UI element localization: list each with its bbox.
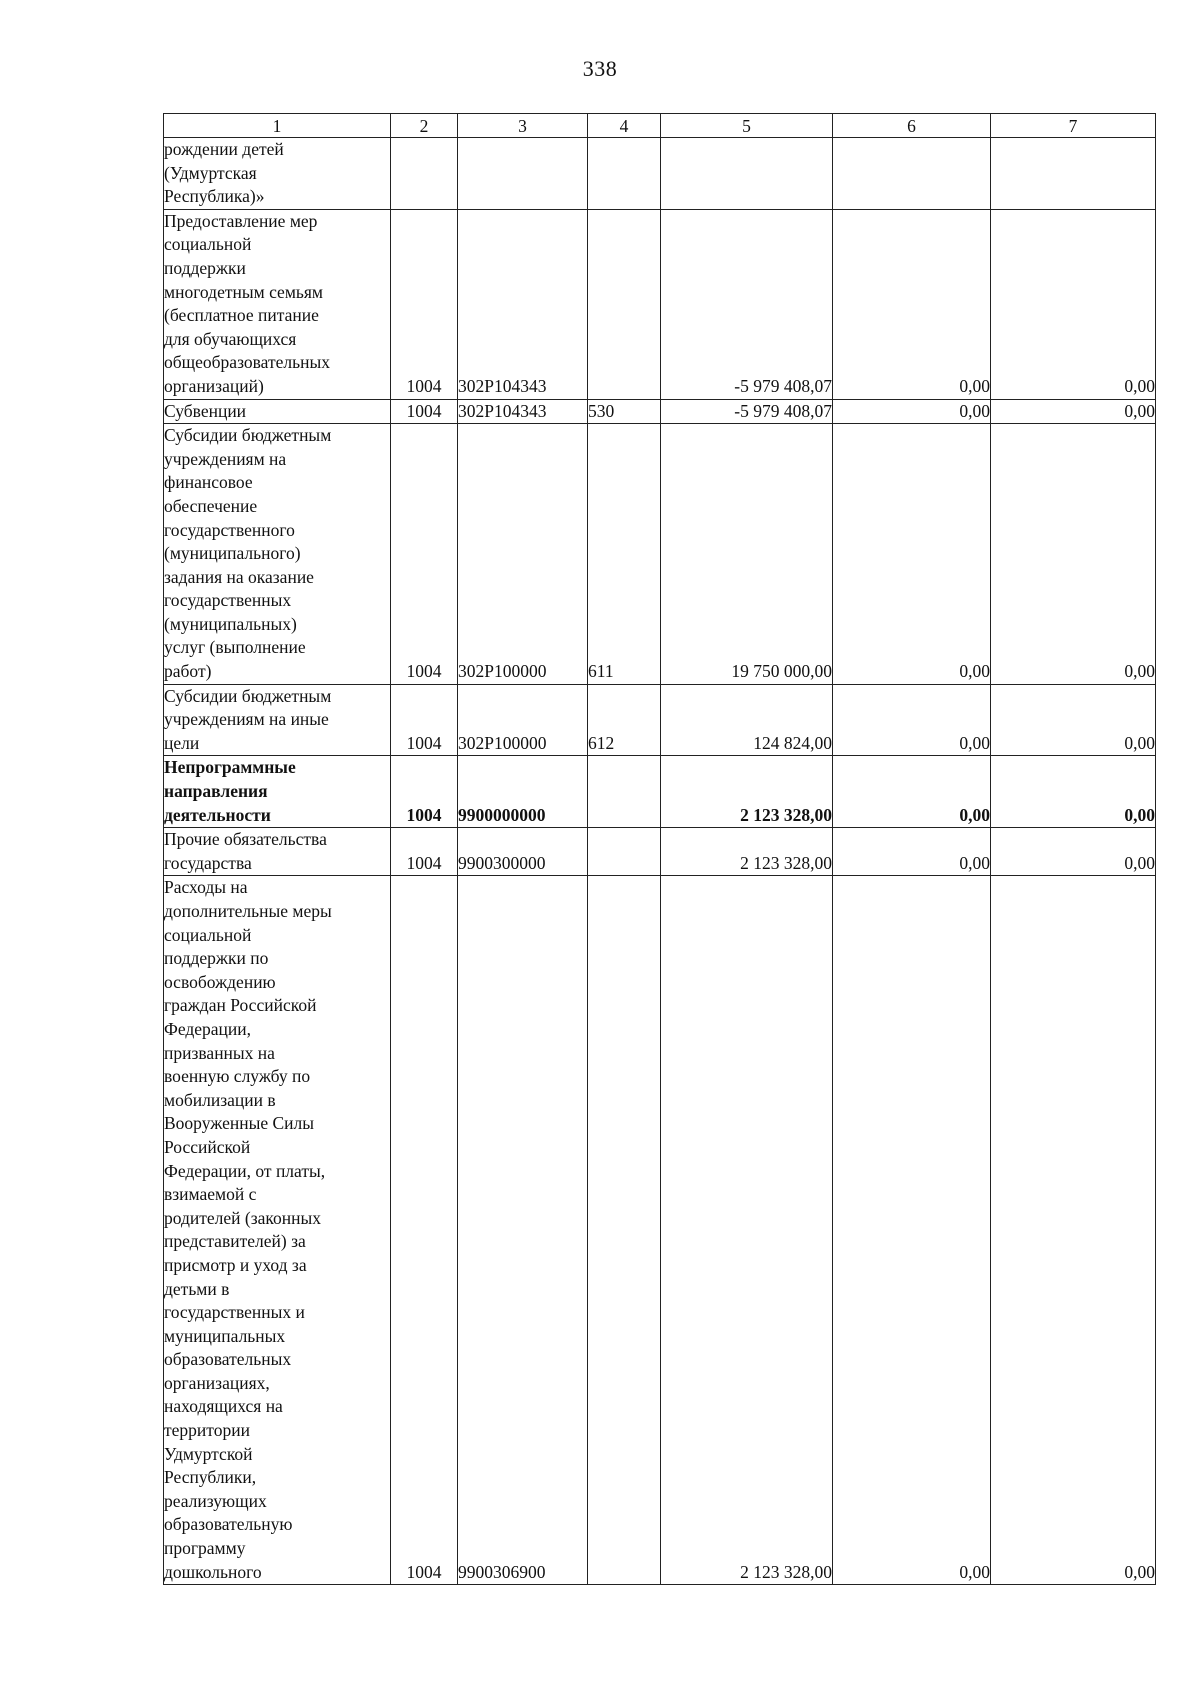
amount-year2-cell: 0,00 — [833, 684, 991, 756]
row-name-line: государственных и — [164, 1302, 305, 1323]
expense-type-cell — [588, 138, 661, 210]
row-name-line: (муниципальных) — [164, 613, 297, 634]
amount-cell: 2 123 328,00 — [661, 756, 833, 828]
column-header: 6 — [833, 114, 991, 138]
row-name-line: общеобразовательных — [164, 352, 330, 373]
row-name-line: учреждениям на иные — [164, 709, 329, 730]
row-name-line: Субвенции — [164, 400, 247, 421]
budget-table — [163, 113, 1156, 1585]
expense-type-cell: 530 — [588, 399, 661, 424]
expense-type-cell — [588, 828, 661, 876]
amount-cell: 2 123 328,00 — [661, 876, 833, 1585]
table-body — [164, 138, 1156, 1585]
row-name-line: учреждениям на — [164, 448, 287, 469]
row-name-line: родителей (законных — [164, 1207, 322, 1228]
amount-year3-cell: 0,00 — [991, 756, 1156, 828]
table-row — [164, 424, 1156, 685]
row-name-line: государства — [164, 852, 252, 873]
row-name-line: освобождению — [164, 971, 276, 992]
row-name-line: граждан Российской — [164, 995, 317, 1016]
row-name-line: призванных на — [164, 1042, 275, 1063]
row-name-line: Федерации, от платы, — [164, 1160, 326, 1181]
row-name-cell — [164, 756, 391, 828]
row-name-line: Субсидии бюджетным — [164, 425, 332, 446]
table-row — [164, 209, 1156, 399]
row-name-line: государственного — [164, 519, 295, 540]
row-name-cell — [164, 876, 391, 1585]
row-name-line: Субсидии бюджетным — [164, 685, 332, 706]
row-name-line: территории — [164, 1420, 250, 1441]
section-code-cell: 1004 — [391, 209, 458, 399]
row-name-line: взимаемой с — [164, 1184, 257, 1205]
page-number: 338 — [582, 56, 618, 81]
amount-year3-cell: 0,00 — [991, 209, 1156, 399]
table-row — [164, 138, 1156, 210]
row-name-line: Предоставление мер — [164, 210, 318, 231]
expense-type-cell: 611 — [588, 424, 661, 685]
row-name-line: цели — [164, 732, 200, 753]
section-code-cell: 1004 — [391, 684, 458, 756]
row-name-cell — [164, 424, 391, 685]
row-name-line: дошкольного — [164, 1561, 262, 1582]
row-name-line: государственных — [164, 590, 292, 611]
row-name-line: услуг (выполнение — [164, 637, 306, 658]
amount-year2-cell: 0,00 — [833, 828, 991, 876]
column-header: 2 — [391, 114, 458, 138]
row-name-cell — [164, 828, 391, 876]
column-header: 4 — [588, 114, 661, 138]
table-row — [164, 399, 1156, 424]
target-article-cell: 9900000000 — [458, 756, 588, 828]
amount-cell: -5 979 408,07 — [661, 399, 833, 424]
row-name-line: рождении детей — [164, 139, 284, 159]
row-name-line: детьми в — [164, 1278, 230, 1299]
row-name-line: поддержки — [164, 257, 246, 278]
row-name-line: обеспечение — [164, 495, 258, 516]
amount-year3-cell: 0,00 — [991, 684, 1156, 756]
row-name-line: направления — [164, 781, 268, 802]
header-row — [164, 114, 1156, 138]
expense-type-cell — [588, 209, 661, 399]
row-name-line: находящихся на — [164, 1396, 283, 1417]
row-name-cell — [164, 209, 391, 399]
amount-year2-cell — [833, 138, 991, 210]
table-row — [164, 756, 1156, 828]
target-article-cell: 302P104343 — [458, 399, 588, 424]
amount-year3-cell: 0,00 — [991, 876, 1156, 1585]
target-article-cell — [458, 138, 588, 210]
table-row — [164, 684, 1156, 756]
row-name-cell — [164, 684, 391, 756]
row-name-line: организаций) — [164, 375, 264, 396]
row-name-line: организациях, — [164, 1372, 270, 1393]
amount-year2-cell: 0,00 — [833, 399, 991, 424]
amount-cell: 19 750 000,00 — [661, 424, 833, 685]
row-name-line: Расходы на — [164, 877, 248, 898]
section-code-cell: 1004 — [391, 828, 458, 876]
column-header: 5 — [661, 114, 833, 138]
expense-type-cell — [588, 756, 661, 828]
column-header: 7 — [991, 114, 1156, 138]
row-name-line: присмотр и уход за — [164, 1254, 307, 1275]
amount-year2-cell: 0,00 — [833, 876, 991, 1585]
section-code-cell — [391, 138, 458, 210]
row-name-line: Республика)» — [164, 186, 265, 207]
row-name-line: (муниципального) — [164, 543, 301, 564]
target-article-cell: 9900300000 — [458, 828, 588, 876]
row-name-line: Вооруженные Силы — [164, 1113, 314, 1134]
amount-cell: 124 824,00 — [661, 684, 833, 756]
target-article-cell: 302P100000 — [458, 684, 588, 756]
row-name-line: работ) — [164, 661, 212, 682]
table-row — [164, 828, 1156, 876]
row-name-line: деятельности — [164, 804, 271, 825]
row-name-line: мобилизации в — [164, 1089, 276, 1110]
row-name-line: Удмуртской — [164, 1443, 253, 1464]
row-name-line: образовательную — [164, 1514, 293, 1535]
amount-cell: 2 123 328,00 — [661, 828, 833, 876]
row-name-line: Федерации, — [164, 1018, 252, 1039]
column-header: 3 — [458, 114, 588, 138]
row-name-line: финансовое — [164, 472, 253, 493]
row-name-line: (Удмуртская — [164, 162, 257, 183]
amount-year2-cell: 0,00 — [833, 756, 991, 828]
row-name-cell — [164, 138, 391, 210]
row-name-line: Прочие обязательства — [164, 829, 327, 850]
row-name-line: Республики, — [164, 1467, 257, 1488]
row-name-cell — [164, 399, 391, 424]
expense-type-cell — [588, 876, 661, 1585]
amount-cell — [661, 138, 833, 210]
table-row — [164, 876, 1156, 1585]
amount-year3-cell — [991, 138, 1156, 210]
amount-cell: -5 979 408,07 — [661, 209, 833, 399]
row-name-line: Российской — [164, 1136, 251, 1157]
amount-year3-cell: 0,00 — [991, 399, 1156, 424]
section-code-cell: 1004 — [391, 399, 458, 424]
row-name-line: программу — [164, 1538, 246, 1559]
row-name-line: реализующих — [164, 1490, 267, 1511]
row-name-line: военную службу по — [164, 1066, 311, 1087]
row-name-line: представителей) за — [164, 1231, 306, 1252]
row-name-line: многодетным семьям — [164, 281, 323, 302]
amount-year2-cell: 0,00 — [833, 424, 991, 685]
row-name-line: образовательных — [164, 1349, 292, 1370]
target-article-cell: 9900306900 — [458, 876, 588, 1585]
row-name-line: социальной — [164, 234, 252, 255]
row-name-line: социальной — [164, 924, 252, 945]
row-name-line: (бесплатное питание — [164, 305, 319, 326]
row-name-line: муниципальных — [164, 1325, 286, 1346]
column-header: 1 — [164, 114, 391, 138]
row-name-line: дополнительные меры — [164, 901, 332, 921]
amount-year2-cell: 0,00 — [833, 209, 991, 399]
target-article-cell: 302P100000 — [458, 424, 588, 685]
expense-type-cell: 612 — [588, 684, 661, 756]
section-code-cell: 1004 — [391, 876, 458, 1585]
amount-year3-cell: 0,00 — [991, 424, 1156, 685]
target-article-cell: 302P104343 — [458, 209, 588, 399]
section-code-cell: 1004 — [391, 424, 458, 685]
row-name-line: поддержки по — [164, 948, 269, 969]
row-name-line: задания на оказание — [164, 566, 314, 587]
row-name-line: для обучающихся — [164, 328, 297, 349]
row-name-line: Непрограммные — [164, 757, 296, 778]
amount-year3-cell: 0,00 — [991, 828, 1156, 876]
section-code-cell: 1004 — [391, 756, 458, 828]
